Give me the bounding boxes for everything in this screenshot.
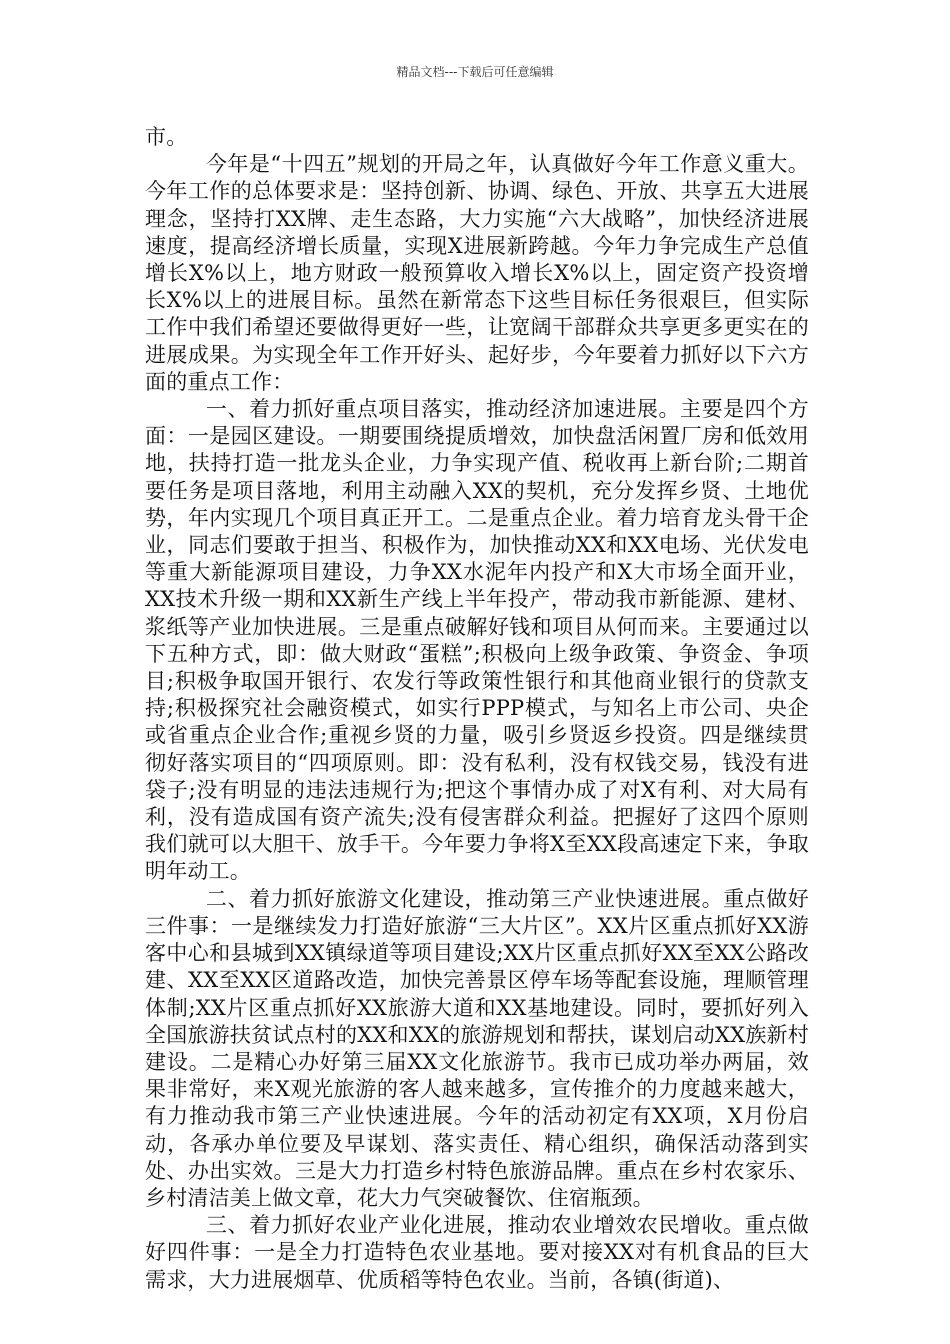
paragraph-section-1: 一、着力抓好重点项目落实，推动经济加速进展。主要是四个方面：一是园区建设。一期要围绕提质增效，加快盘活闲置厂房和低效用地，扶持打造一批龙头企业，力争实现产值、税收再上新台阶;二期首要任务是项目落地，利用主动融入XX的契机，充分发挥乡贤、土地优势，年内实现几个项目真正开工。二是重点企业。着力培育龙头骨干企业，同志们要敢于担当、积极作为，加快推动XX和XX电场、光伏发电等重大新能源项目建设，力争XX水泥年内投产和X大市场全面开业，XX技术升级一期和XX新生产线上半年投产，带动我市新能源、建材、浆纸等产业加快进展。三是重点破解好钱和项目从何而来。主要通过以下五种方式，即：做大财政“蛋糕”;积极向上级争政策、争资金、争项目;积极争取国开银行、农发行等政策性银行和其他商业银行的贷款支持;积极探究社会融资模式，如实行PPP模式，与知名上市公司、央企或省重点企业合作;重视乡贤的力量，吸引乡贤返乡投资。四是继续贯彻好落实项目的“四项原则。即：没有私利，没有权钱交易，钱没有进袋子;没有明显的违法违规行为;把这个事情办成了对X有利、对大局有利，没有造成国有资产流失;没有侵害群众利益。把握好了这四个原则我们就可以大胆干、放手干。今年要力争将X至XX段高速定下来，争取明年动工。 bbox=[145, 397, 809, 884]
paragraph-continuation: 市。 bbox=[145, 125, 188, 149]
document-body bbox=[145, 124, 809, 1294]
page-header: 精品文档---下载后可任意编辑 bbox=[396, 65, 554, 79]
paragraph-intro: 今年是“十四五”规划的开局之年，认真做好今年工作意义重大。今年工作的总体要求是：坚持创新、协调、绿色、开放、共享五大进展理念，坚持打XX牌、走生态路，大力实施“六大战略”，加快经济进展速度，提高经济增长质量，实现X进展新跨越。今年力争完成生产总值增长X%以上，地方财政一般预算收入增长X%以上，固定资产投资增长X%以上的进展目标。虽然在新常态下这些目标任务很艰巨，但实际工作中我们希望还要做得更好一些，让宽阔干部群众共享更多更实在的进展成果。为实现全年工作开好头、起好步，今年要着力抓好以下六方面的重点工作： bbox=[145, 152, 809, 394]
paragraph-section-3: 三、着力抓好农业产业化进展，推动农业增效农民增收。重点做好四件事：一是全力打造特色农业基地。要对接XX对有机食品的巨大需求，大力进展烟草、优质稻等特色农业。当前，各镇(街道)、 bbox=[145, 1213, 809, 1292]
paragraph-section-2: 二、着力抓好旅游文化建设，推动第三产业快速进展。重点做好三件事：一是继续发力打造好旅游“三大片区”。XX片区重点抓好XX游客中心和县城到XX镇绿道等项目建设;XX片区重点抓好XX至XX公路改建、XX至XX区道路改造，加快完善景区停车场等配套设施，理顺管理体制;XX片区重点抓好XX旅游大道和XX基地建设。同时，要抓好列入全国旅游扶贫试点村的XX和XX的旅游规划和帮扶，谋划启动XX族新村建设。二是精心办好第三届XX文化旅游节。我市已成功举办两届，效果非常好，来X观光旅游的客人越来越多，宣传推介的力度越来越大，有力推动我市第三产业快速进展。今年的活动初定有XX项，X月份启动，各承办单位要及早谋划、落实责任、精心组织，确保活动落到实处、办出实效。三是大力打造乡村特色旅游品牌。重点在乡村农家乐、乡村清洁美上做文章，花大力气突破餐饮、住宿瓶颈。 bbox=[145, 886, 809, 1210]
